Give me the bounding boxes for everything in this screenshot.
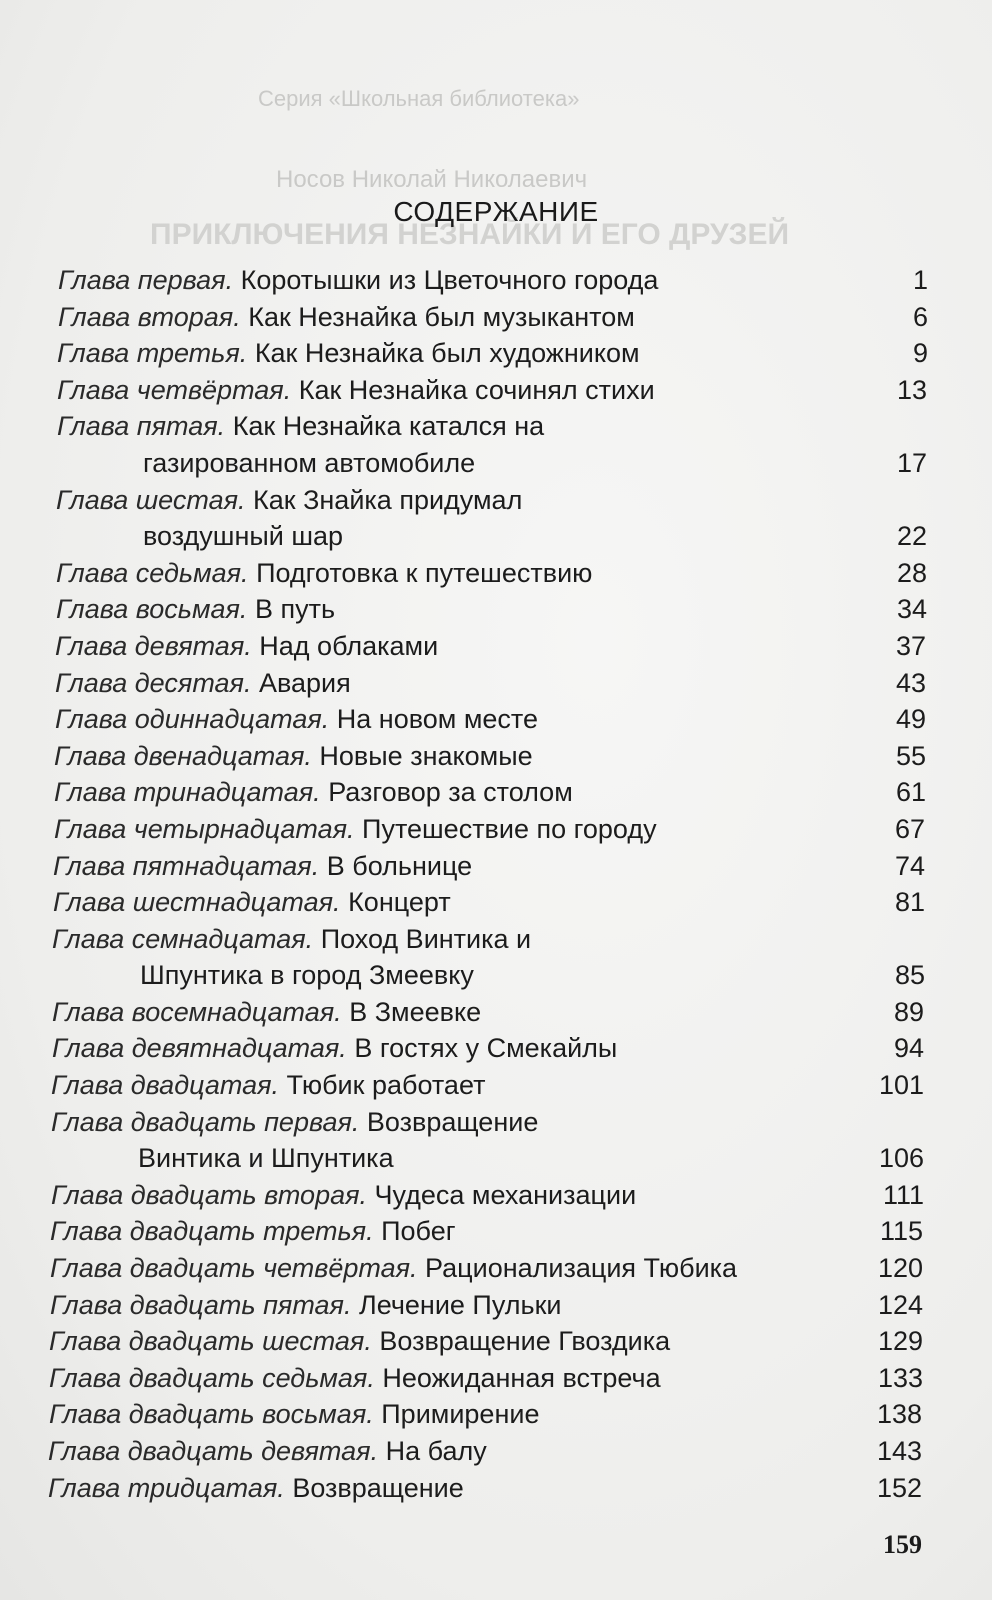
toc-entry-line: [0, 628, 992, 665]
chapter-title: Возвращение Гвоздика: [379, 1326, 671, 1357]
toc-entry: [0, 665, 992, 702]
page-number: 61: [895, 777, 926, 808]
chapter-number: Глава первая.: [58, 265, 234, 295]
chapter-title: Поход Винтика и: [320, 923, 532, 954]
chapter-number: Глава двадцать девятая.: [48, 1436, 379, 1466]
contents-heading: СОДЕРЖАНИЕ: [393, 196, 599, 227]
page-number: 101: [878, 1070, 924, 1101]
toc-entry-line: [0, 1470, 992, 1507]
toc-entry: [0, 299, 992, 336]
toc-entry-line: [0, 921, 992, 958]
toc-entry-line: [0, 1067, 992, 1104]
toc-entry: [0, 884, 992, 921]
chapter-title: Тюбик работает: [286, 1070, 486, 1101]
toc-entry: [0, 555, 992, 592]
chapter-number: Глава восьмая.: [56, 594, 248, 625]
chapter-number: Глава шестая.: [56, 484, 246, 515]
toc-entry-line: [0, 1287, 992, 1324]
bleed-through-author: Носов Николай Николаевич: [276, 166, 588, 193]
toc-entry-line: [0, 335, 992, 372]
chapter-title: Коротышки из Цветочного города: [240, 265, 659, 295]
toc-entry-line: [0, 701, 992, 738]
toc-entry: [0, 1213, 992, 1250]
chapter-title: Возвращение: [292, 1472, 464, 1503]
toc-entry: [0, 1030, 992, 1067]
page-number: 28: [896, 557, 927, 588]
chapter-title: Рационализация Тюбика: [425, 1253, 738, 1284]
page-number: 37: [895, 630, 926, 661]
chapter-number: Глава двадцать четвёртая.: [50, 1253, 418, 1284]
chapter-number: Глава девятая.: [55, 630, 252, 661]
toc-entry: [0, 408, 992, 481]
chapter-number: Глава двадцать третья.: [50, 1216, 374, 1247]
toc-entry: [0, 774, 992, 811]
page-folio: 159: [883, 1530, 922, 1559]
chapter-title: Винтика и Шпунтика: [138, 1143, 394, 1174]
toc-entry: [0, 701, 992, 738]
toc-entry-line: [0, 1323, 992, 1360]
toc-entry-line: [0, 884, 992, 921]
page-number: 6: [912, 301, 928, 332]
page-number: 133: [877, 1362, 923, 1393]
page-number: 106: [878, 1143, 924, 1174]
toc-entry-line: [0, 848, 992, 885]
chapter-title: Как Незнайка катался на: [232, 411, 545, 442]
chapter-title: В путь: [254, 594, 336, 625]
chapter-number: Глава десятая.: [55, 667, 252, 698]
chapter-title: Как Незнайка был художником: [254, 338, 640, 369]
toc-entry-line: [0, 1140, 992, 1177]
page-number: 22: [896, 521, 927, 552]
toc-entry: [0, 811, 992, 848]
chapter-title: Разговор за столом: [328, 777, 573, 808]
chapter-number: Глава одиннадцатая.: [55, 704, 330, 735]
toc-entry-line: [0, 1360, 992, 1397]
page-number: 115: [879, 1216, 923, 1247]
chapter-number: Глава двадцать вторая.: [51, 1179, 368, 1210]
chapter-title: Как Незнайка сочинял стихи: [298, 374, 655, 405]
chapter-number: Глава двадцать первая.: [51, 1106, 360, 1137]
chapter-number: Глава пятнадцатая.: [53, 850, 320, 881]
chapter-number: Глава вторая.: [58, 301, 241, 332]
page-number: 111: [882, 1179, 924, 1210]
chapter-number: Глава шестнадцатая.: [53, 887, 341, 918]
toc-entry-line: [0, 1213, 992, 1250]
toc-entry: [0, 921, 992, 994]
toc-entry: [0, 1250, 992, 1287]
toc-entry-line: [0, 591, 992, 628]
chapter-number: Глава девятнадцатая.: [52, 1033, 347, 1064]
chapter-number: Глава восемнадцатая.: [52, 996, 342, 1027]
page-number: 49: [895, 704, 926, 735]
toc-entry-line: [0, 1177, 992, 1214]
toc-entry-line: [0, 957, 992, 994]
toc-entry: [0, 1433, 992, 1470]
page-number: 17: [896, 447, 927, 478]
chapter-title: Авария: [258, 667, 351, 698]
chapter-title: Возвращение: [366, 1106, 539, 1137]
chapter-title: В больнице: [326, 850, 473, 881]
chapter-title: Концерт: [348, 887, 451, 918]
chapter-title: Примирение: [381, 1399, 540, 1430]
page-number: 120: [877, 1253, 923, 1284]
toc-entry-line: [0, 1030, 992, 1067]
page-number: 138: [876, 1399, 922, 1430]
chapter-number: Глава двадцать шестая.: [49, 1326, 372, 1357]
chapter-title: Лечение Пульки: [359, 1289, 562, 1320]
page-number: 43: [895, 667, 926, 698]
toc-entry-line: [0, 665, 992, 702]
page-number: 74: [894, 850, 925, 881]
page-number: 89: [893, 996, 924, 1027]
toc-entry: [0, 482, 992, 555]
toc-entry: [0, 262, 992, 299]
toc-entry: [0, 1177, 992, 1214]
chapter-number: Глава четвёртая.: [57, 374, 292, 405]
page-number: 67: [894, 813, 925, 844]
chapter-title: На новом месте: [336, 704, 539, 735]
toc-entry-line: [0, 372, 992, 409]
chapter-number: Глава тридцатая.: [48, 1472, 285, 1503]
chapter-number: Глава седьмая.: [56, 557, 249, 588]
chapter-title: В Змеевке: [349, 996, 482, 1027]
chapter-title: Побег: [381, 1216, 456, 1247]
table-of-contents: [0, 262, 992, 1506]
toc-entry: [0, 994, 992, 1031]
page-number: 85: [894, 960, 925, 991]
chapter-number: Глава двадцать восьмая.: [49, 1399, 374, 1430]
toc-entry: [0, 1067, 992, 1104]
toc-entry: [0, 1104, 992, 1177]
toc-entry: [0, 738, 992, 775]
chapter-number: Глава пятая.: [57, 411, 226, 442]
page-number: 143: [876, 1436, 922, 1466]
toc-entry: [0, 591, 992, 628]
chapter-number: Глава третья.: [57, 338, 248, 369]
toc-entry-line: [0, 811, 992, 848]
chapter-number: Глава двадцать пятая.: [50, 1289, 352, 1320]
toc-entry: [0, 1360, 992, 1397]
toc-entry: [0, 1396, 992, 1433]
page-number: 152: [876, 1472, 922, 1503]
chapter-number: Глава четырнадцатая.: [54, 813, 355, 844]
toc-entry: [0, 372, 992, 409]
toc-entry-line: [0, 738, 992, 775]
chapter-title: воздушный шар: [143, 521, 344, 552]
chapter-title: Над облаками: [259, 630, 439, 661]
page-number: 34: [896, 594, 927, 625]
toc-entry: [0, 848, 992, 885]
chapter-title: На балу: [385, 1436, 487, 1466]
chapter-title: газированном автомобиле: [143, 447, 476, 478]
page-number: 81: [894, 887, 925, 918]
toc-entry-line: [0, 1433, 992, 1470]
bleed-through-book-title: ПРИКЛЮЧЕНИЯ НЕЗНАЙКИ И ЕГО ДРУЗЕЙ: [150, 218, 790, 251]
toc-entry-line: [0, 262, 992, 299]
chapter-number: Глава семнадцатая.: [52, 923, 314, 954]
toc-entry-line: [0, 1250, 992, 1287]
toc-entry-line: [0, 1396, 992, 1433]
page-number: 13: [896, 374, 927, 405]
toc-entry-line: [0, 518, 992, 555]
toc-entry: [0, 335, 992, 372]
page-number: 9: [912, 338, 928, 369]
chapter-title: Неожиданная встреча: [382, 1362, 661, 1393]
chapter-title: Как Знайка придумал: [253, 484, 523, 515]
page-number: 129: [877, 1326, 923, 1357]
toc-entry-line: [0, 445, 992, 482]
page-number: 94: [893, 1033, 924, 1064]
chapter-title: Чудеса механизации: [374, 1179, 637, 1210]
toc-entry-line: [0, 555, 992, 592]
chapter-number: Глава тринадцатая.: [54, 777, 321, 808]
toc-entry-line: [0, 482, 992, 519]
toc-entry-line: [0, 299, 992, 336]
chapter-title: Подготовка к путешествию: [256, 557, 593, 588]
chapter-title: В гостях у Смекайлы: [354, 1033, 618, 1064]
toc-entry: [0, 1287, 992, 1324]
chapter-number: Глава двадцатая.: [51, 1070, 280, 1101]
chapter-title: Как Незнайка был музыкантом: [248, 301, 635, 332]
toc-entry-line: [0, 774, 992, 811]
chapter-title: Шпунтика в город Змеевку: [140, 960, 474, 991]
toc-entry: [0, 1323, 992, 1360]
page-number: 55: [895, 740, 926, 771]
toc-entry: [0, 628, 992, 665]
toc-entry-line: [0, 1104, 992, 1141]
page-number: 1: [912, 265, 928, 295]
page-number: 124: [877, 1289, 923, 1320]
toc-entry-line: [0, 994, 992, 1031]
bleed-through-series: Серия «Школьная библиотека»: [258, 86, 580, 111]
toc-entry-line: [0, 408, 992, 445]
chapter-number: Глава двенадцатая.: [54, 740, 312, 771]
toc-entry: [0, 1470, 992, 1507]
chapter-title: Новые знакомые: [319, 740, 533, 771]
chapter-number: Глава двадцать седьмая.: [49, 1362, 375, 1393]
chapter-title: Путешествие по городу: [362, 813, 657, 844]
